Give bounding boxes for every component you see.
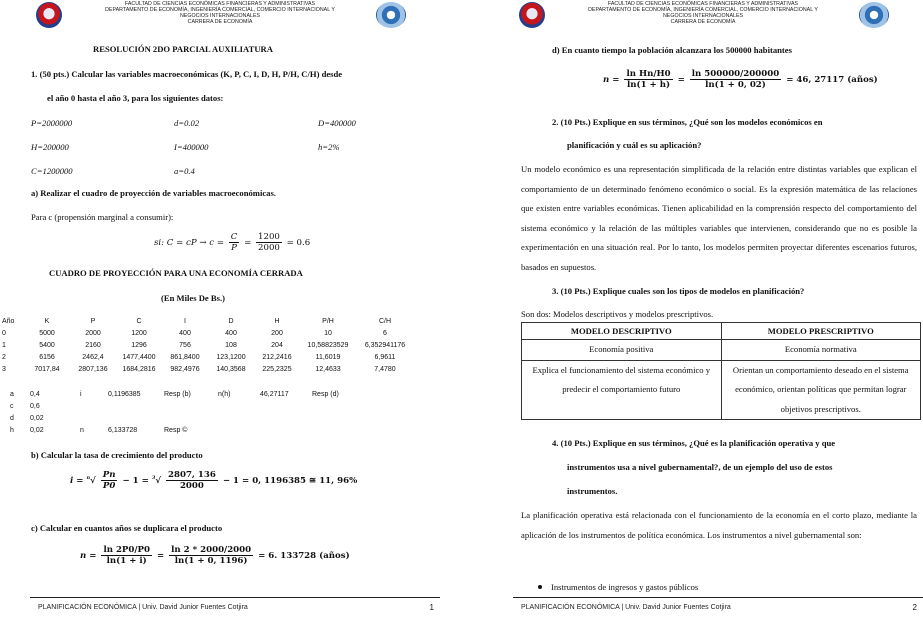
header-text: FACULTAD DE CIENCIAS ECONÓMICAS FINANCIERAS Y ADMINISTRATIVAS DEPARTAMENTO DE ECONOMÍA, INGENIERÍA COMERCIAL, COMERCIO INTERNACIONAL Y NEGOCIOS INTERNACIONALES CARRERA DE ECONOMÍA — [588, 1, 818, 25]
question-b: b) Calcular la tasa de crecimiento del producto — [31, 450, 203, 460]
page-title: RESOLUCIÓN 2DO PARCIAL AUXILIATURA — [93, 44, 273, 54]
page-footer: PLANIFICACIÓN ECONÓMICA | Univ. David Junior Fuentes Cotjira 2 — [513, 597, 923, 620]
question-1-line-1: 1. (50 pts.) Calcular las variables macroeconómicas (K, P, C, I, D, H, P/H, C/H) desde — [31, 69, 343, 79]
page-number: 2 — [912, 603, 917, 612]
table-row: 3 7017,84 2807,136 1684,2816 982,4976 140,3568 225,2325 12,4633 7,4780 — [2, 365, 396, 373]
question-2-line-2: planificación y cuál es su aplicación? — [567, 140, 702, 150]
equation-c: si: C = cP → c = $\frac{C}{P}$ = $\frac{1200}{2000}$ = 0.6 — [154, 232, 311, 253]
faculty-logo — [376, 2, 406, 28]
table-row: h 0,02 n 6,133728 Resp © — [10, 426, 188, 434]
question-4-line-3: instrumentos. — [567, 486, 618, 496]
table-row: 1 5400 2160 1296 756 108 204 10,58823529 6,352941176 — [2, 341, 406, 349]
bullet-icon — [538, 585, 542, 589]
table-subtitle: (En Miles De Bs.) — [161, 293, 225, 303]
header-text: FACULTAD DE CIENCIAS ECONÓMICAS FINANCIERAS Y ADMINISTRATIVAS DEPARTAMENTO DE ECONOMÍA, INGENIERÍA COMERCIAL, COMERCIO INTERNACIONAL Y NEGOCIOS INTERNACIONALES CARRERA DE ECONOMÍA — [105, 1, 335, 25]
table-header-row: Año K P C I D H P/H C/H — [2, 318, 392, 326]
document-page-2 — [483, 0, 923, 620]
question-4-line-1: 4. (10 Pts.) Explique en sus términos, ¿Qué es la planificación operativa y que — [552, 438, 836, 448]
university-seal-logo — [519, 2, 545, 28]
data-I: I=400000 — [174, 142, 209, 152]
equation-population-time: n = $\frac{\text{ln Hn/H0}}{\ln(1 + h)}$ = $\frac{\ln 500000/200000}{\ln(1 + 0, 02)}$ = 46, 27117 (años) — [603, 69, 878, 90]
table-row: 0 5000 2000 1200 400 400 200 10 6 — [2, 330, 387, 338]
table-row: c 0,6 — [10, 403, 40, 411]
table-title: CUADRO DE PROYECCIÓN PARA UNA ECONOMÍA CERRADA — [49, 268, 303, 278]
page-header — [513, 0, 893, 30]
faculty-logo — [859, 2, 889, 28]
question-3: 3. (10 Pts.) Explique cuales son los tipos de modelos en planificación? — [552, 286, 805, 296]
question-a: a) Realizar el cuadro de proyección de variables macroeconómicas. — [31, 188, 276, 198]
question-c: c) Calcular en cuantos años se duplicara el producto — [31, 523, 223, 533]
question-1-line-2: el año 0 hasta el año 3, para los siguientes datos: — [47, 93, 224, 103]
data-P: P=2000000 — [31, 118, 73, 128]
table-row: Economía positiva Economía normativa — [522, 340, 921, 361]
data-h: h=2% — [318, 142, 340, 152]
data-D: D=400000 — [318, 118, 356, 128]
answer-3: Son dos: Modelos descriptivos y modelos prescriptivos. — [521, 309, 714, 319]
answer-4-paragraph: La planificación operativa está relacionada con el funcionamiento de la economía en el corto plazo, mediante la aplicación de los instrumentos de política económica. Los instrumentos a nivel gubernamental son: — [521, 510, 917, 540]
models-table — [521, 322, 921, 420]
equation-growth-rate: i = $^n$√ $\frac{Pn}{P0}$ − 1 = $^3$√ $\frac{2807, 136}{2000}$ − 1 = 0, 1196385 ≅ 11, 96% — [70, 470, 358, 491]
equation-doubling-time: n = $\frac{\ln 2P0/P0}{\ln(1 + i)}$ = $\frac{\ln 2 * 2000/2000}{\ln(1 + 0, 1196)}$ = 6. 133728 (años) — [80, 545, 350, 566]
bullet-item-1: Instrumentos de ingresos y gastos públicos — [551, 582, 699, 592]
data-a: a=0.4 — [174, 166, 195, 176]
table-row: a 0,4 i 0,1196385 Resp (b) n(h) 46,27117 Resp (d) — [10, 391, 339, 399]
page-footer: PLANIFICACIÓN ECONÓMICA | Univ. David Junior Fuentes Cotjira 1 — [30, 597, 440, 620]
models-header-row: MODELO DESCRIPTIVO MODELO PRESCRIPTIVO — [522, 323, 921, 340]
page-header — [30, 0, 410, 30]
page-number: 1 — [429, 603, 434, 612]
question-d: d) En cuanto tiempo la población alcanzara los 500000 habitantes — [552, 45, 792, 55]
projection-table — [2, 316, 414, 375]
table-row: Explica el funcionamiento del sistema económico y predecir el comportamiento futuro Orientan un comportamiento deseado en el sistema económico, orientan políticas que permitan lograr objetivos prescriptivos. — [522, 360, 921, 420]
question-2-line-1: 2. (10 Pts.) Explique en sus términos, ¿Qué son los modelos económicos en — [552, 117, 823, 127]
document-page-1 — [0, 0, 440, 620]
answer-2-paragraph: Un modelo económico es una representación simplificada de la relación entre distintas variables que explican el comportamiento de un determinado fenómeno económico o social. Es la expresión matemática de las relaciones que existen entre variables económicas. Tienen aplicabilidad en la comprensión respecto del comportamiento del sistema económico y la relación de las múltiples variables que intervienen, considerando que no es posible la experimentación en una situación real. Por lo tanto, los modelos permiten proyectar diferentes escenarios futuros, basados en supuestos. — [521, 164, 917, 272]
propension-label: Para c (propensión marginal a consumir): — [31, 212, 174, 222]
table-row: d 0,02 — [10, 414, 44, 422]
university-seal-logo — [36, 2, 62, 28]
table-row: 2 6156 2462,4 1477,4400 861,8400 123,1200 212,2416 11,6019 6,9611 — [2, 353, 396, 361]
data-d: d=0.02 — [174, 118, 200, 128]
question-4-line-2: instrumentos usa a nivel gubernamental?, de un ejemplo del uso de estos — [567, 462, 833, 472]
data-H: H=200000 — [31, 142, 69, 152]
data-C: C=1200000 — [31, 166, 73, 176]
parameters-table — [2, 389, 362, 436]
